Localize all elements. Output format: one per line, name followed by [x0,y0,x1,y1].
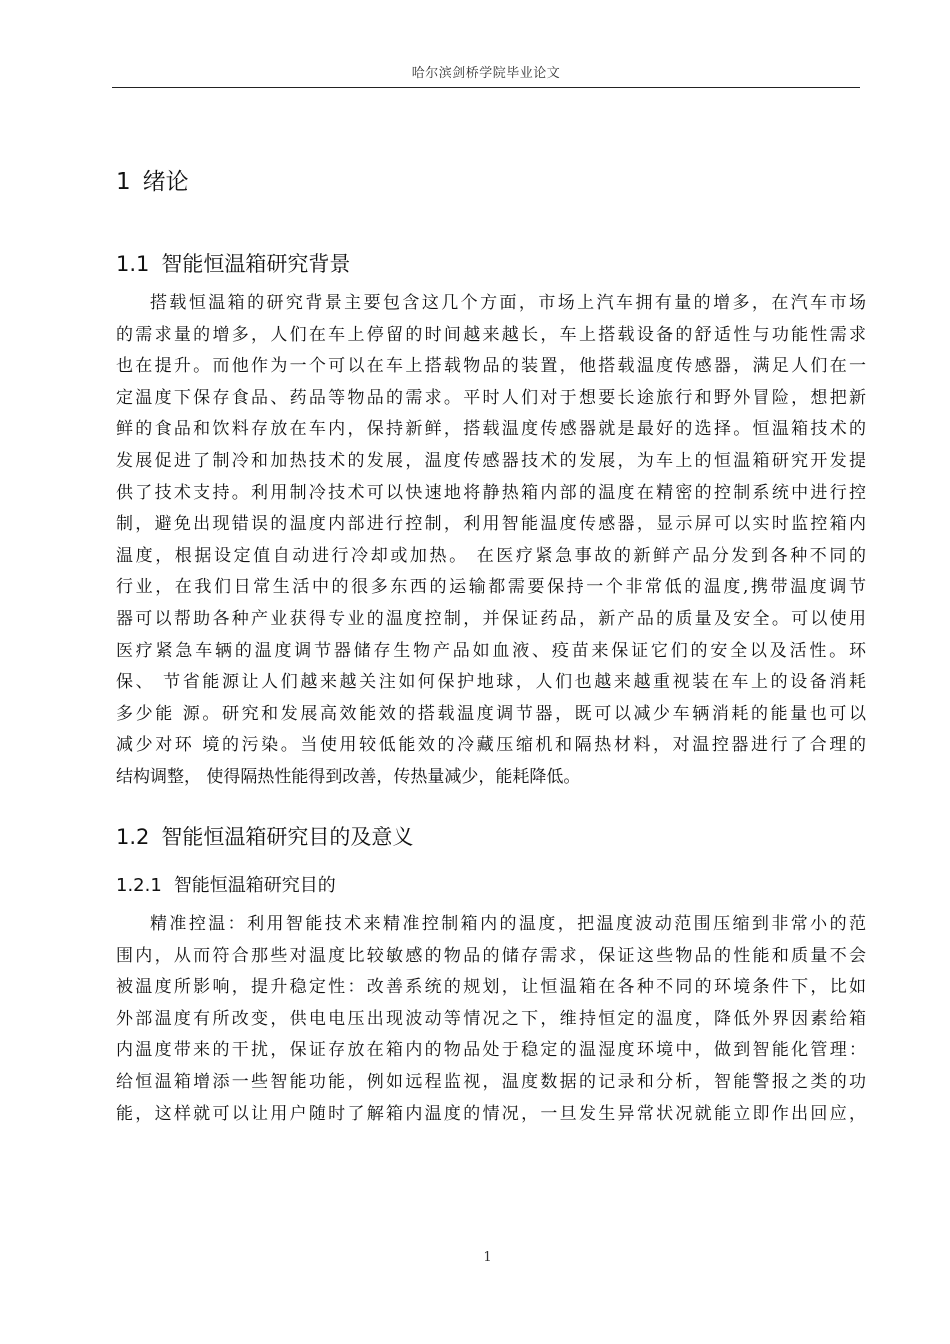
section-title: 智能恒温箱研究背景 [161,252,351,276]
chapter-number: 1 [116,169,131,195]
paragraph-research-background [116,288,866,794]
text-line: 发展促进了制冷和加热技术的发展，温度传感器技术的发展，为车上的恒温箱研究开发提 [116,450,866,471]
text-line: 围内，从而符合那些对温度比较敏感的物品的储存需求，保证这些物品的性能和质量不会 [116,945,866,966]
text-line: 制，避免出现错误的温度内部进行控制，利用智能温度传感器，显示屏可以实时监控箱内 [116,514,866,535]
text-line: 也在提升。而他作为一个可以在车上搭载物品的装置，他搭载温度传感器，满足人们在一 [116,356,866,377]
subsection-number: 1.2.1 [116,875,162,896]
text-line: 的需求量的增多，人们在车上停留的时间越来越长，车上搭载设备的舒适性与功能性需求 [116,324,866,345]
text-line: 被温度所影响，提升稳定性：改善系统的规划，让恒温箱在各种不同的环境条件下，比如 [116,977,866,998]
subsection-heading-1-2-1 [116,871,336,897]
section-title: 智能恒温箱研究目的及意义 [161,825,414,849]
section-number: 1.2 [116,825,150,849]
text-line: 定温度下保存食品、药品等物品的需求。平时人们对于想要长途旅行和野外冒险，想把新 [116,387,866,408]
section-number: 1.1 [116,252,150,276]
running-header: 哈尔滨剑桥学院毕业论文 [411,66,561,81]
subsection-title: 智能恒温箱研究目的 [173,875,336,896]
section-heading-1-1 [116,248,350,278]
chapter-heading [116,163,189,196]
text-line: 内温度带来的干扰，保证存放在箱内的物品处于稳定的温湿度环境中，做到智能化管理： [116,1040,866,1061]
text-line: 鲜的食品和饮料存放在车内，保持新鲜，搭载温度传感器就是最好的选择。恒温箱技术的 [116,419,866,440]
section-heading-1-2 [116,821,413,851]
text-line: 能，这样就可以让用户随时了解箱内温度的情况，一旦发生异常状况就能立即作出回应， [116,1103,866,1124]
text-line: 医疗紧急车辆的温度调节器储存生物产品如血液、疫苗来保证它们的安全以及活性。环 [116,640,866,661]
text-line: 精准控温：利用智能技术来精准控制箱内的温度，把温度波动范围压缩到非常小的范 [150,914,866,934]
text-line: 保、 节省能源让人们越来越关注如何保护地球，人们也越来越重视装在车上的设备消耗 [116,672,866,693]
text-line: 给恒温箱增添一些智能功能，例如远程监视，温度数据的记录和分析，智能警报之类的功 [116,1071,866,1092]
text-line: 减少对环 境的污染。当使用较低能效的冷藏压缩机和隔热材料，对温控器进行了合理的 [116,735,866,756]
text-line: 器可以帮助各种产业获得专业的温度控制，并保证药品，新产品的质量及安全。可以使用 [116,608,866,629]
text-line: 外部温度有所改变，供电电压出现波动等情况之下，维持恒定的温度，降低外界因素给箱 [116,1008,866,1029]
text-line: 结构调整， 使得隔热性能得到改善，传热量减少，能耗降低。 [116,766,581,787]
text-line: 行业，在我们日常生活中的很多东西的运输都需要保持一个非常低的温度,携带温度调节 [116,577,866,598]
header-rule [112,87,860,88]
page-number: 1 [483,1250,492,1265]
text-line: 搭载恒温箱的研究背景主要包含这几个方面，市场上汽车拥有量的增多，在汽车市场 [150,293,866,313]
text-line: 供了技术支持。利用制冷技术可以快速地将静热箱内部的温度在精密的控制系统中进行控 [116,482,866,503]
chapter-title: 绪论 [142,169,189,195]
text-line: 多少能 源。研究和发展高效能效的搭载温度调节器，既可以减少车辆消耗的能量也可以 [116,703,866,724]
paragraph-research-purpose [116,909,866,1130]
text-line: 温度，根据设定值自动进行冷却或加热。 在医疗紧急事故的新鲜产品分发到各种不同的 [116,545,866,566]
